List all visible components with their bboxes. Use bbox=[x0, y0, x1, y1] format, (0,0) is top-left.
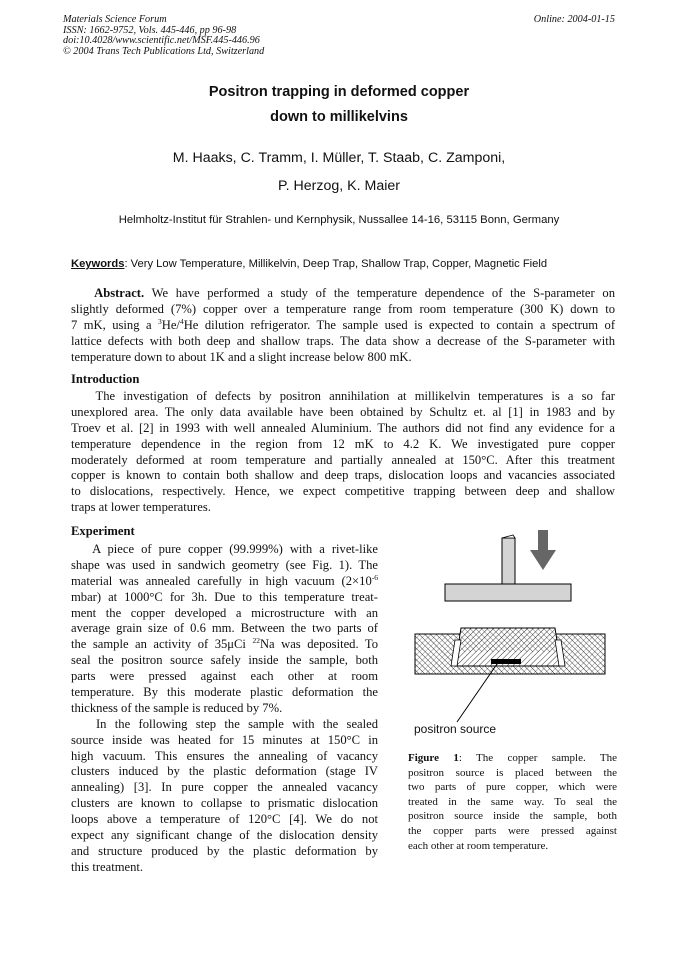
punch-head bbox=[445, 584, 571, 601]
abstract bbox=[71, 286, 615, 365]
authors-line-1: M. Haaks, C. Tramm, I. Müller, T. Staab, C. Zamponi, bbox=[172, 150, 506, 166]
copyright: © 2004 Trans Tech Publications Ltd, Switzerland bbox=[63, 45, 265, 57]
experiment-body bbox=[71, 542, 378, 876]
abstract-line: temperature down to about 1K and a slight increase below 800 mK. bbox=[71, 349, 412, 364]
intro-line: copper is known to contain both shallow and deep traps, dislocation loops and vacancies associated bbox=[71, 468, 615, 483]
down-arrow-icon bbox=[530, 530, 556, 570]
experiment-line: ment the copper developed a microstructure with an bbox=[71, 605, 378, 620]
keywords bbox=[71, 258, 547, 270]
figure-label: Figure 1 bbox=[408, 752, 459, 764]
journal-info bbox=[63, 15, 264, 57]
experiment-line: mbar) at 1000°C for 3h. Due to this temperature treat- bbox=[71, 589, 378, 604]
authors bbox=[0, 144, 678, 200]
intro-line: temperature dependence in the region from 12 mK to 4.2 K. We investigated pure copper bbox=[71, 436, 615, 451]
caption-line: each other at room temperature. bbox=[408, 839, 549, 852]
experiment-line: shape was used in sandwich geometry (see Fig. 1). The bbox=[71, 557, 378, 572]
title-line-2: down to millikelvins bbox=[270, 109, 408, 125]
caption-line: positron source is placed between the bbox=[408, 766, 617, 779]
caption-line: the copper parts were pressed against bbox=[408, 824, 617, 837]
experiment-line: clusters induced by the plastic deformation (stage IV bbox=[71, 764, 378, 779]
journal-name: Materials Science Forum bbox=[63, 14, 167, 25]
intro-line: to dislocations, respectively. Hence, we expect competitive trapping between deep and shallow bbox=[71, 484, 615, 499]
intro-line: Troev et al. [2] in 1993 with well annealed Aluminium. The authors did not find any evidence for a bbox=[71, 420, 615, 435]
abstract-label: Abstract. bbox=[94, 286, 145, 300]
abstract-line: slightly deformed (7%) copper over a temperature range from room temperature (300 K) down to bbox=[71, 301, 615, 316]
experiment-line: temperature. By this moderate plastic deformation the bbox=[71, 685, 378, 700]
experiment-line: A piece of pure copper (99.999%) with a rivet-like bbox=[92, 542, 378, 556]
experiment-line: seal the positron source safely inside the sample, both bbox=[71, 653, 378, 668]
intro-line: traps at lower temperatures. bbox=[71, 500, 211, 515]
experiment-line: expect any significant change of the dislocation density bbox=[71, 828, 378, 843]
experiment-line: loops above a temperature of 120°C [4]. We do not bbox=[71, 812, 378, 827]
experiment-line: material was annealed carefully in high vacuum ($2\times 10^{-6}$ bbox=[71, 572, 378, 588]
introduction-heading: Introduction bbox=[71, 372, 140, 386]
abstract-line: Abstract. We have performed a study of the temperature dependence of the S-parameter on bbox=[94, 286, 615, 300]
figure-caption bbox=[408, 751, 617, 853]
issn: ISSN: 1662-9752, Vols. 445-446, pp 96-98 bbox=[63, 24, 237, 36]
experiment-heading: Experiment bbox=[71, 524, 135, 538]
experiment-line: source inside was heated for 15 minutes at 150°C in bbox=[71, 732, 378, 747]
keywords-label: Keywords bbox=[71, 258, 125, 270]
experiment-line: annealing) [3]. In pure copper the annealed vacancy bbox=[71, 780, 378, 795]
experiment-line: and structure produced by the plastic deformation by bbox=[71, 843, 378, 858]
introduction-body bbox=[71, 389, 615, 516]
authors-line-2: P. Herzog, K. Maier bbox=[278, 178, 400, 194]
experiment-line: high vacuum. This ensures the annealing of vacancy bbox=[71, 748, 378, 763]
doi: doi:10.4028/www.scientific.net/MSF.445-446.96 bbox=[63, 35, 260, 47]
experiment-line: the sample an activity of 35μCi $^{22}$Na was deposited. To bbox=[71, 636, 378, 652]
punch-stem bbox=[502, 538, 515, 584]
paper-title bbox=[0, 80, 678, 130]
abstract-line: lattice defects with both deep and shallow traps. The data show a decrease of the S-parameter with bbox=[71, 333, 615, 348]
caption-line: two parts of pure copper, which were bbox=[408, 781, 617, 794]
title-line-1: Positron trapping in deformed copper bbox=[208, 84, 470, 100]
copper-sample-figure bbox=[405, 530, 617, 730]
intro-line: unexplored area. The only data available have been obtained by Schultz et. al [1] in 1983 and by bbox=[71, 404, 615, 419]
experiment-line: clusters are known to collapse to prismatic dislocation bbox=[71, 796, 378, 811]
keywords-text: : Very Low Temperature, Millikelvin, Deep Trap, Shallow Trap, Copper, Magnetic Field bbox=[124, 258, 548, 270]
intro-line: moderately deformed at room temperature and partially annealed at 150°C. After this treatment bbox=[71, 452, 615, 467]
intro-line: The investigation of defects by positron annihilation at millikelvin temperatures is a so far bbox=[95, 389, 616, 403]
caption-line: Figure 1: The copper sample. The bbox=[408, 752, 617, 764]
affiliation: Helmholtz-Institut für Strahlen- und Kernphysik, Nussallee 14-16, 53115 Bonn, Germany bbox=[118, 214, 560, 226]
experiment-line: In the following step the sample with the sealed bbox=[95, 716, 379, 731]
punch-stem-tip bbox=[502, 535, 515, 538]
caption-line: treated in the same way. To seal the bbox=[408, 795, 617, 808]
positron-source-mark bbox=[491, 659, 521, 664]
experiment-line: average grain size of 0.6 mm. Between the two parts of bbox=[71, 621, 378, 636]
experiment-line: parts were pressed against each other at room bbox=[71, 669, 378, 684]
online-date: Online: 2004-01-15 bbox=[533, 14, 615, 25]
abstract-line: 7 mK, using a $^3$He/$^4$He dilution refrigerator. The sample used is expected to contain a spectrum of bbox=[71, 316, 616, 332]
caption-line: positron source inside the sample, both bbox=[408, 810, 617, 823]
positron-source-label: positron source bbox=[414, 722, 497, 736]
experiment-line: this treatment. bbox=[71, 859, 144, 874]
experiment-line: thickness of the sample is reduced by 7%. bbox=[71, 700, 283, 715]
